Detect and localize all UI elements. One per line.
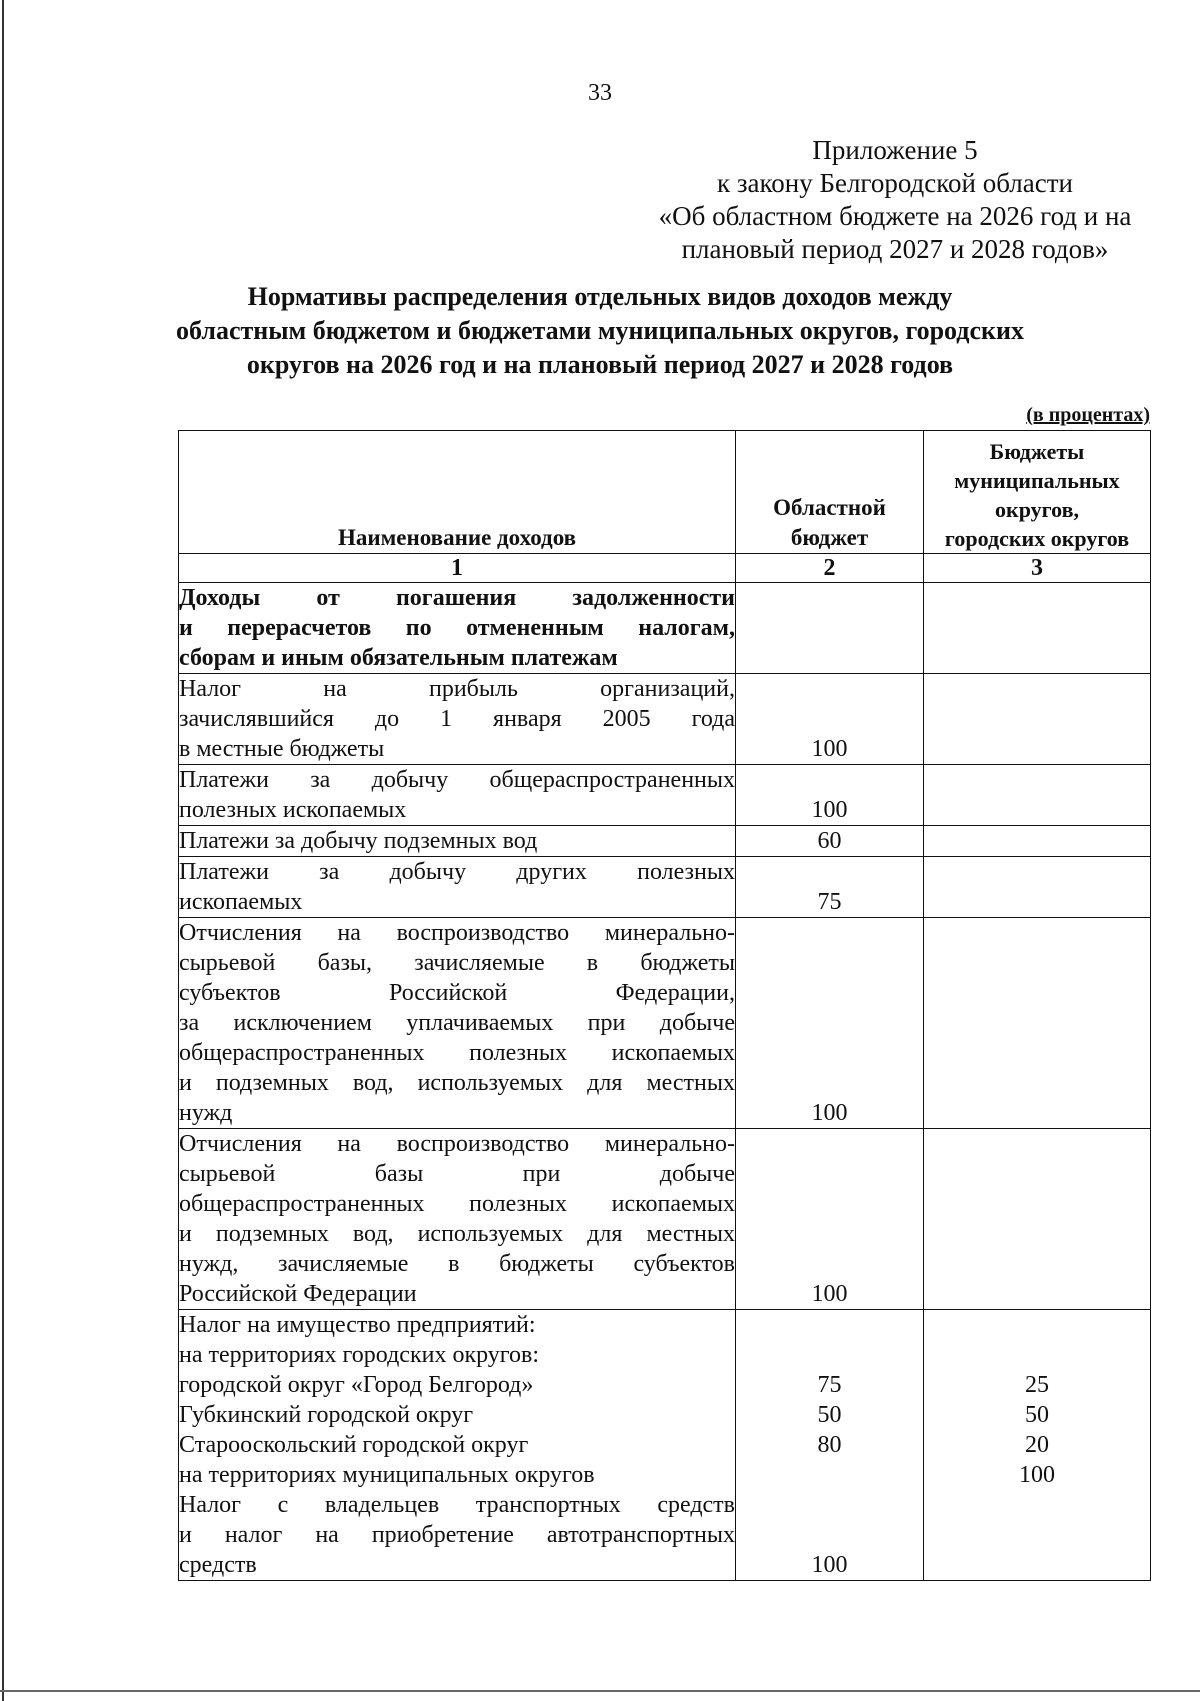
row-7-name-line: нужд, зачисляемые в бюджеты субъектов xyxy=(179,1251,735,1277)
property-tax-name-line: на территориях муниципальных округов xyxy=(179,1462,595,1488)
units-note: (в процентах) xyxy=(1026,404,1150,426)
appendix-line-4: плановый период 2027 и 2028 годов» xyxy=(681,234,1109,264)
property-tax-name-line: Старооскольский городской округ xyxy=(179,1432,529,1458)
row-2-regional-value: 100 xyxy=(811,736,848,762)
row-7-name-cell xyxy=(179,1129,736,1310)
table-row xyxy=(179,826,1151,857)
row-2-municipal-cell xyxy=(924,674,1151,765)
page-number: 33 xyxy=(588,80,612,106)
row-1-name-cell xyxy=(179,583,736,674)
row-5-regional-stack xyxy=(736,887,923,917)
property-tax-regional-value: 75 xyxy=(817,1372,842,1398)
row-7-regional-value: 100 xyxy=(811,1281,848,1307)
row-7-name-line: общераспространенных полезных ископаемых xyxy=(179,1191,735,1217)
property-tax-regional-value: 80 xyxy=(817,1432,842,1458)
appendix-line-2: к закону Белгородской области xyxy=(717,168,1073,198)
title-line-1: Нормативы распределения отдельных видов доходов между xyxy=(247,282,953,311)
row-6-regional-stack xyxy=(736,1098,923,1128)
property-tax-name-line: средств xyxy=(179,1552,257,1578)
row-6-name-cell xyxy=(179,918,736,1129)
row-5-regional-value: 75 xyxy=(817,889,842,915)
property-tax-municipal-stack xyxy=(924,1310,1150,1580)
appendix-line-1: Приложение 5 xyxy=(812,135,978,165)
property-tax-name-line: на территориях городских округов: xyxy=(179,1342,540,1368)
row-7-name-line: Отчисления на воспроизводство минерально- xyxy=(179,1131,735,1157)
property-tax-regional-value xyxy=(736,1520,923,1550)
table-row xyxy=(179,1129,1151,1310)
header-regional-budget xyxy=(736,431,924,554)
table-row xyxy=(179,765,1151,826)
title-line-3: округов на 2026 год и на плановый период 2027 и 2028 годов xyxy=(246,350,954,379)
row-5-regional-cell xyxy=(736,857,924,918)
property-tax-regional-value: 100 xyxy=(811,1552,848,1578)
row-3-municipal-cell xyxy=(924,765,1151,826)
row-6-municipal-cell xyxy=(924,918,1151,1129)
property-tax-name-line: Налог с владельцев транспортных средств xyxy=(179,1492,735,1518)
header-municipal-line-4: городских округов xyxy=(944,526,1130,551)
row-6-name-line: субъектов Российской Федерации, xyxy=(179,980,735,1006)
property-tax-regional-value xyxy=(736,1310,923,1340)
property-tax-regional-stack xyxy=(736,1310,923,1580)
row-4-name-cell xyxy=(179,826,736,857)
row-3-name-cell xyxy=(179,765,736,826)
row-7-regional-stack xyxy=(736,1279,923,1309)
row-6-name-line: общераспространенных полезных ископаемых xyxy=(179,1040,735,1066)
column-number-3: 3 xyxy=(924,554,1151,583)
title-line-2: областным бюджетом и бюджетами муниципальных округов, городских xyxy=(176,316,1024,345)
property-tax-municipal-value xyxy=(924,1310,1150,1340)
header-municipal-line-1: Бюджеты xyxy=(989,439,1085,464)
row-2-regional-stack xyxy=(736,734,923,764)
property-tax-name-line: Налог на имущество предприятий: xyxy=(179,1312,536,1338)
property-tax-municipal-value xyxy=(924,1550,1150,1580)
document-title xyxy=(150,280,1050,382)
row-6-regional-cell xyxy=(736,918,924,1129)
property-tax-name-line: Губкинский городской округ xyxy=(179,1402,474,1428)
row-7-regional-cell xyxy=(736,1129,924,1310)
row-5-municipal-cell xyxy=(924,857,1151,918)
header-income-name: Наименование доходов xyxy=(179,431,736,554)
row-1-municipal-cell xyxy=(924,583,1151,674)
property-tax-municipal-value: 50 xyxy=(1025,1402,1049,1428)
row-1-regional-cell xyxy=(736,583,924,674)
header-municipal-budgets xyxy=(924,431,1151,554)
row-2-name-cell xyxy=(179,674,736,765)
property-tax-municipal-value xyxy=(924,1490,1150,1520)
table-header-row xyxy=(179,431,1151,554)
row-6-name-line: сырьевой базы, зачисляемые в бюджеты xyxy=(179,950,735,976)
row-2-name-line: Налог на прибыль организаций, xyxy=(179,676,735,702)
row-6-name-line: за исключением уплачиваемых при добыче xyxy=(179,1010,735,1036)
property-tax-regional-value: 50 xyxy=(817,1402,842,1428)
row-6-regional-value: 100 xyxy=(811,1100,848,1126)
row-1-name-line: сборам и иным обязательным платежам xyxy=(179,645,618,671)
row-3-regional-stack xyxy=(736,795,923,825)
table-row xyxy=(179,857,1151,918)
row-7-name-line: Российской Федерации xyxy=(179,1281,417,1307)
column-number-1: 1 xyxy=(179,554,736,583)
revenue-norms-table xyxy=(178,430,1151,1581)
row-3-regional-value: 100 xyxy=(811,797,848,823)
header-regional-line-1: Областной xyxy=(773,495,886,520)
row-4-regional-value: 60 xyxy=(817,828,842,854)
property-tax-name-line: и налог на приобретение автотранспортных xyxy=(179,1522,735,1548)
header-regional-line-2: бюджет xyxy=(790,525,869,550)
scan-edge-bottom xyxy=(0,1690,1200,1692)
property-tax-municipal-value: 25 xyxy=(1025,1372,1049,1398)
property-tax-name-line: городской округ «Город Белгород» xyxy=(179,1372,534,1398)
row-2-name-line: зачислявшийся до 1 января 2005 года xyxy=(179,706,735,732)
row-7-municipal-cell xyxy=(924,1129,1151,1310)
row-5-name-cell xyxy=(179,857,736,918)
property-tax-regional-value xyxy=(736,1490,923,1520)
appendix-line-3: «Об областном бюджете на 2026 год и на xyxy=(658,201,1132,231)
header-municipal-line-2: муниципальных xyxy=(954,468,1120,493)
property-tax-regional-value xyxy=(736,1340,923,1370)
row-1-name-line: и перерасчетов по отмененным налогам, xyxy=(179,615,735,641)
row-2-name-line: в местные бюджеты xyxy=(179,736,385,762)
row-7-name-line: и подземных вод, используемых для местных xyxy=(179,1221,735,1247)
property-tax-municipal-value xyxy=(924,1520,1150,1550)
table-row xyxy=(179,1310,1151,1581)
table-row xyxy=(179,674,1151,765)
row-4-name-line: Платежи за добычу подземных вод xyxy=(179,828,538,854)
column-number-2: 2 xyxy=(736,554,924,583)
row-3-name-line: полезных ископаемых xyxy=(179,797,407,823)
scan-edge-left xyxy=(2,0,4,1701)
row-5-name-line: Платежи за добычу других полезных xyxy=(179,859,735,885)
property-tax-name-cell xyxy=(179,1310,736,1581)
property-tax-municipal-cell xyxy=(924,1310,1151,1581)
property-tax-municipal-value: 100 xyxy=(1019,1462,1055,1488)
table-row xyxy=(179,918,1151,1129)
property-tax-municipal-value: 20 xyxy=(1025,1432,1049,1458)
row-3-name-line: Платежи за добычу общераспространенных xyxy=(179,767,735,793)
column-number-row xyxy=(179,554,1151,583)
row-6-name-line: нужд xyxy=(179,1100,233,1126)
row-3-regional-cell xyxy=(736,765,924,826)
header-municipal-line-3: округов, xyxy=(995,497,1079,522)
property-tax-municipal-value xyxy=(924,1340,1150,1370)
appendix-header xyxy=(600,134,1190,266)
row-5-name-line: ископаемых xyxy=(179,889,303,915)
property-tax-regional-value xyxy=(736,1460,923,1490)
row-1-name-line: Доходы от погашения задолженности xyxy=(179,585,735,611)
row-4-regional-stack xyxy=(736,826,923,856)
row-6-name-line: Отчисления на воспроизводство минерально- xyxy=(179,920,735,946)
row-2-regional-cell xyxy=(736,674,924,765)
row-6-name-line: и подземных вод, используемых для местных xyxy=(179,1070,735,1096)
property-tax-regional-cell xyxy=(736,1310,924,1581)
row-4-municipal-cell xyxy=(924,826,1151,857)
row-7-name-line: сырьевой базы при добыче xyxy=(179,1161,735,1187)
table-body xyxy=(179,583,1151,1581)
row-4-regional-cell xyxy=(736,826,924,857)
table-row xyxy=(179,583,1151,674)
